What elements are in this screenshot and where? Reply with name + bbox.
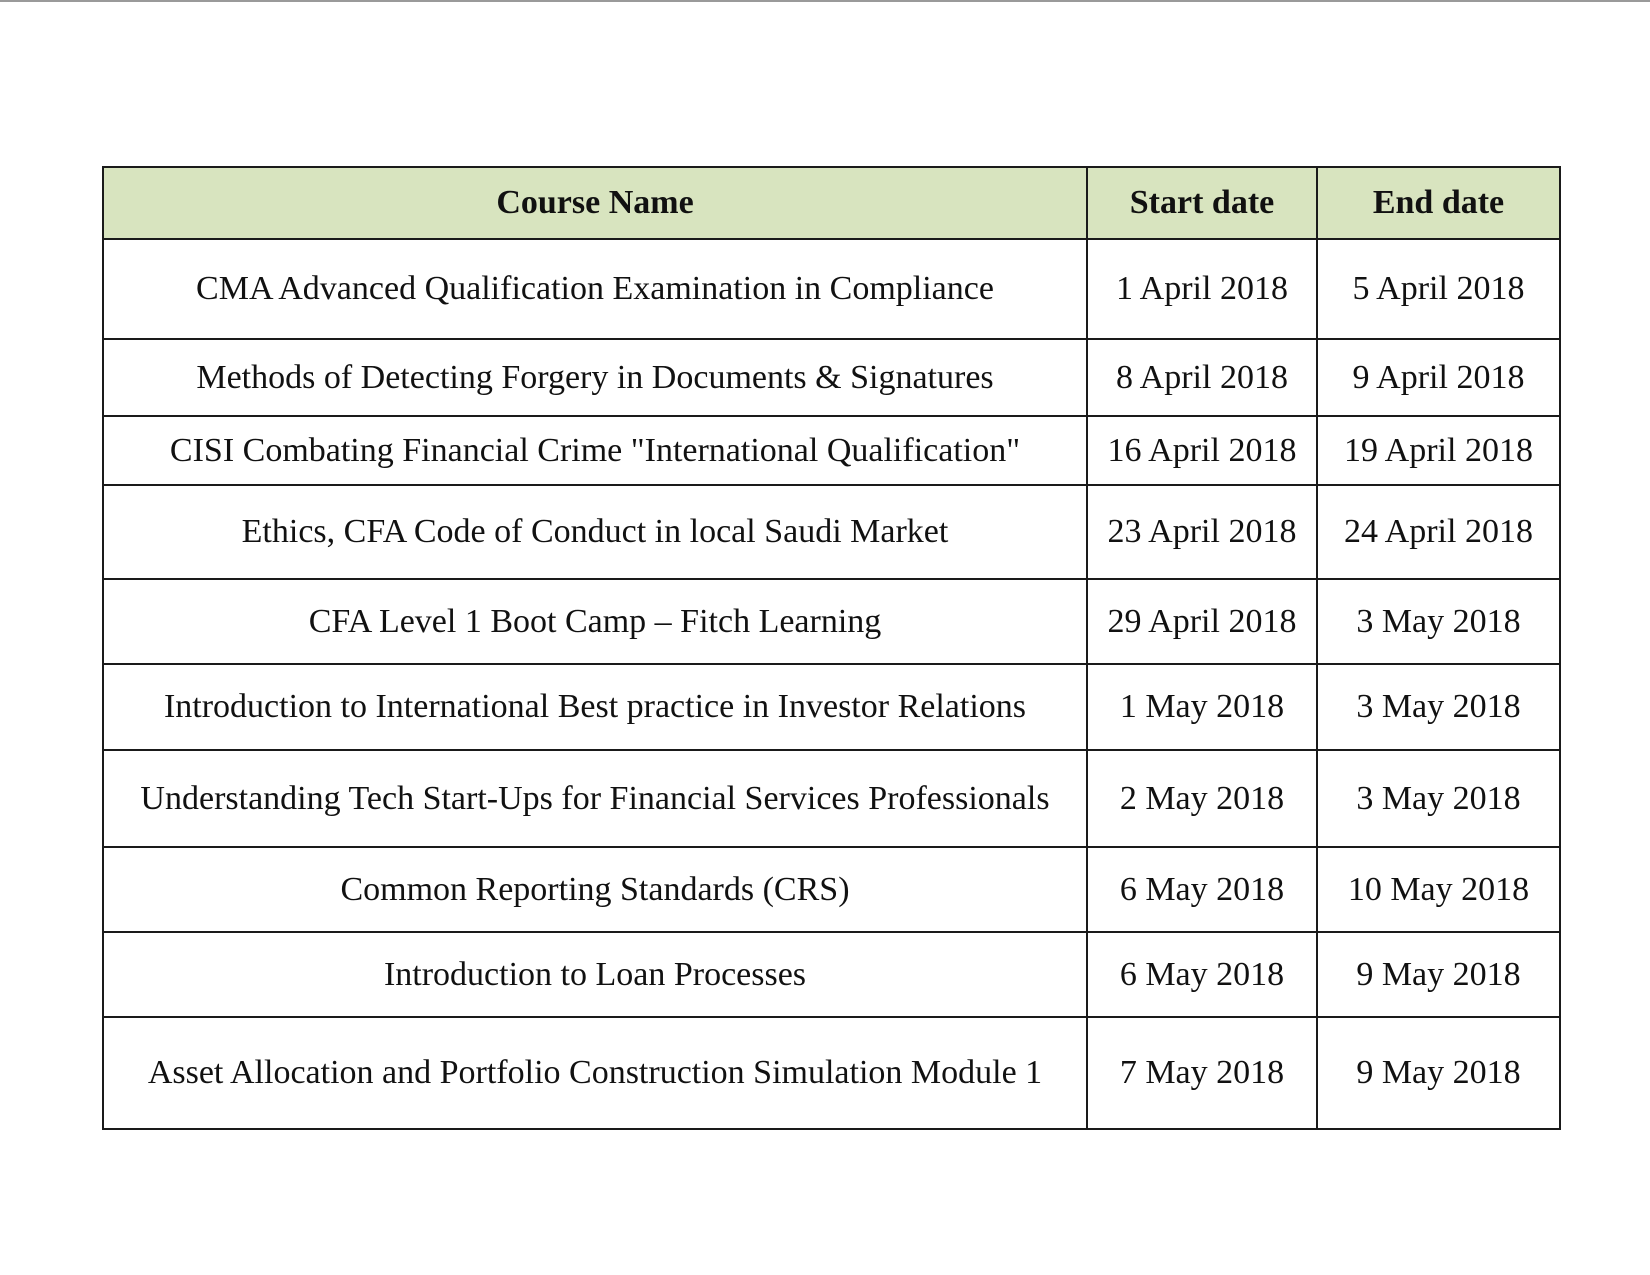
course-name-cell: Introduction to International Best practice in Investor Relations — [103, 664, 1087, 750]
start-date-cell: 1 April 2018 — [1087, 239, 1317, 339]
start-date-cell: 29 April 2018 — [1087, 579, 1317, 664]
end-date-cell: 10 May 2018 — [1317, 847, 1560, 932]
table-row — [103, 932, 1560, 1017]
top-divider — [0, 0, 1650, 2]
end-date-cell: 9 May 2018 — [1317, 1017, 1560, 1129]
start-date-cell: 7 May 2018 — [1087, 1017, 1317, 1129]
course-name-cell: Introduction to Loan Processes — [103, 932, 1087, 1017]
start-date-cell: 2 May 2018 — [1087, 750, 1317, 847]
table-row — [103, 750, 1560, 847]
end-date-cell: 3 May 2018 — [1317, 664, 1560, 750]
start-date-cell: 23 April 2018 — [1087, 485, 1317, 579]
end-date-cell: 19 April 2018 — [1317, 416, 1560, 485]
course-name-cell: Ethics, CFA Code of Conduct in local Saudi Market — [103, 485, 1087, 579]
end-date-cell: 9 April 2018 — [1317, 339, 1560, 416]
course-name-cell: Understanding Tech Start-Ups for Financial Services Professionals — [103, 750, 1087, 847]
table-row — [103, 1017, 1560, 1129]
table-row — [103, 664, 1560, 750]
end-date-cell: 3 May 2018 — [1317, 750, 1560, 847]
table-row — [103, 485, 1560, 579]
course-name-cell: CFA Level 1 Boot Camp – Fitch Learning — [103, 579, 1087, 664]
table-row — [103, 847, 1560, 932]
course-name-cell: CMA Advanced Qualification Examination in Compliance — [103, 239, 1087, 339]
table-row — [103, 579, 1560, 664]
start-date-cell: 6 May 2018 — [1087, 847, 1317, 932]
start-date-cell: 8 April 2018 — [1087, 339, 1317, 416]
table-row — [103, 416, 1560, 485]
header-start-date: Start date — [1087, 167, 1317, 239]
header-course-name: Course Name — [103, 167, 1087, 239]
start-date-cell: 16 April 2018 — [1087, 416, 1317, 485]
end-date-cell: 5 April 2018 — [1317, 239, 1560, 339]
course-schedule-table — [102, 166, 1561, 1130]
end-date-cell: 9 May 2018 — [1317, 932, 1560, 1017]
start-date-cell: 1 May 2018 — [1087, 664, 1317, 750]
table-row — [103, 339, 1560, 416]
course-name-cell: CISI Combating Financial Crime "International Qualification" — [103, 416, 1087, 485]
course-name-cell: Asset Allocation and Portfolio Construction Simulation Module 1 — [103, 1017, 1087, 1129]
end-date-cell: 24 April 2018 — [1317, 485, 1560, 579]
header-end-date: End date — [1317, 167, 1560, 239]
course-name-cell: Common Reporting Standards (CRS) — [103, 847, 1087, 932]
end-date-cell: 3 May 2018 — [1317, 579, 1560, 664]
table-row — [103, 239, 1560, 339]
course-name-cell: Methods of Detecting Forgery in Documents & Signatures — [103, 339, 1087, 416]
start-date-cell: 6 May 2018 — [1087, 932, 1317, 1017]
table-header-row — [103, 167, 1560, 239]
